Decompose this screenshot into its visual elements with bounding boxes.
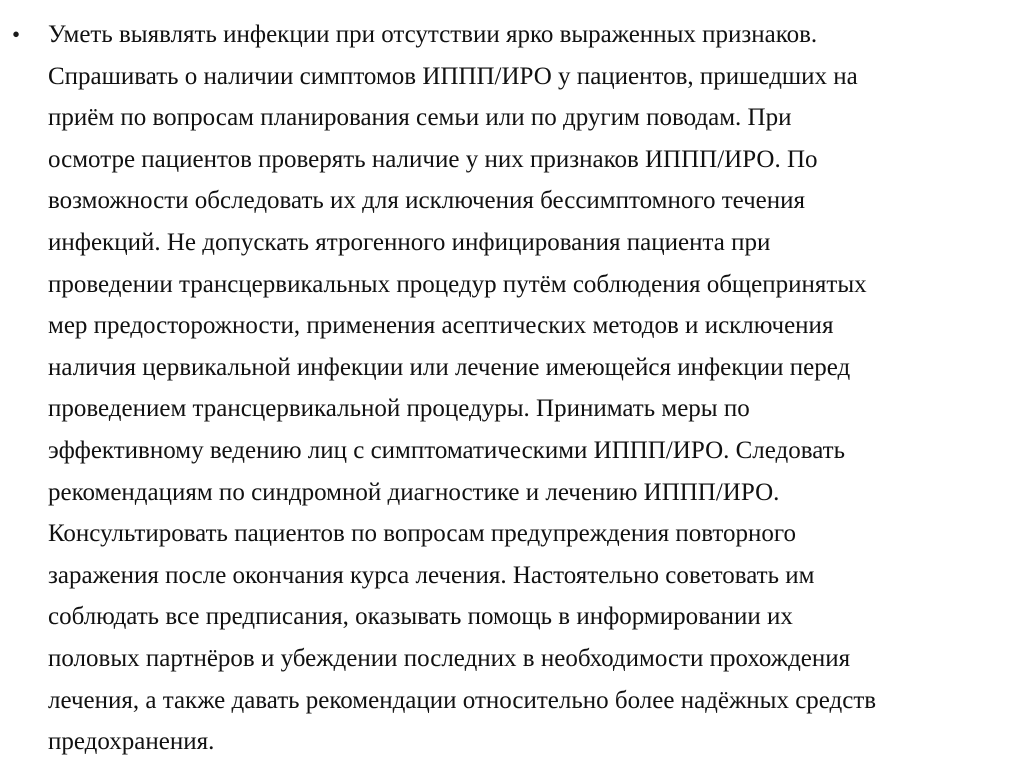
text-line: проведении трансцервикальных процедур путём соблюдения общепринятых bbox=[48, 270, 867, 298]
text-line: возможности обследовать их для исключения бессимптомного течения bbox=[48, 187, 806, 215]
list-item bbox=[12, 14, 1002, 763]
text-line: наличия цервикальной инфекции или лечение имеющейся инфекции перед bbox=[48, 353, 851, 381]
bullet-list bbox=[12, 14, 1002, 763]
text-line: лечения, а также давать рекомендации относительно более надёжных средств bbox=[48, 686, 877, 714]
text-line: эффективному ведению лиц с симптоматическими ИППП/ИРО. Следовать bbox=[48, 436, 846, 464]
text-line: Консультировать пациентов по вопросам предупреждения повторного bbox=[48, 520, 796, 548]
text-line: рекомендациям по синдромной диагностике и лечению ИППП/ИРО. bbox=[48, 478, 780, 506]
text-line: заражения после окончания курса лечения. Настоятельно советовать им bbox=[48, 561, 815, 589]
text-line: инфекций. Не допускать ятрогенного инфицирования пациента при bbox=[48, 228, 771, 256]
text-line: предохранения. bbox=[48, 728, 215, 756]
text-line: проведением трансцервикальной процедуры. Принимать меры по bbox=[48, 395, 750, 423]
text-line: половых партнёров и убеждении последних в необходимости прохождения bbox=[48, 644, 851, 672]
text-line: Уметь выявлять инфекции при отсутствии ярко выраженных признаков. bbox=[48, 21, 818, 48]
text-line: мер предосторожности, применения асептических методов и исключения bbox=[48, 312, 834, 340]
text-line: соблюдать все предписания, оказывать помощь в информировании их bbox=[48, 603, 793, 631]
text-line: осмотре пациентов проверять наличие у них признаков ИППП/ИРО. По bbox=[48, 145, 818, 173]
bullet-dot-icon: • bbox=[12, 22, 21, 47]
paragraph-text bbox=[48, 14, 1002, 763]
text-line: Спрашивать о наличии симптомов ИППП/ИРО у пациентов, пришедших на bbox=[48, 62, 858, 90]
text-line: приём по вопросам планирования семьи или по другим поводам. При bbox=[48, 104, 792, 132]
